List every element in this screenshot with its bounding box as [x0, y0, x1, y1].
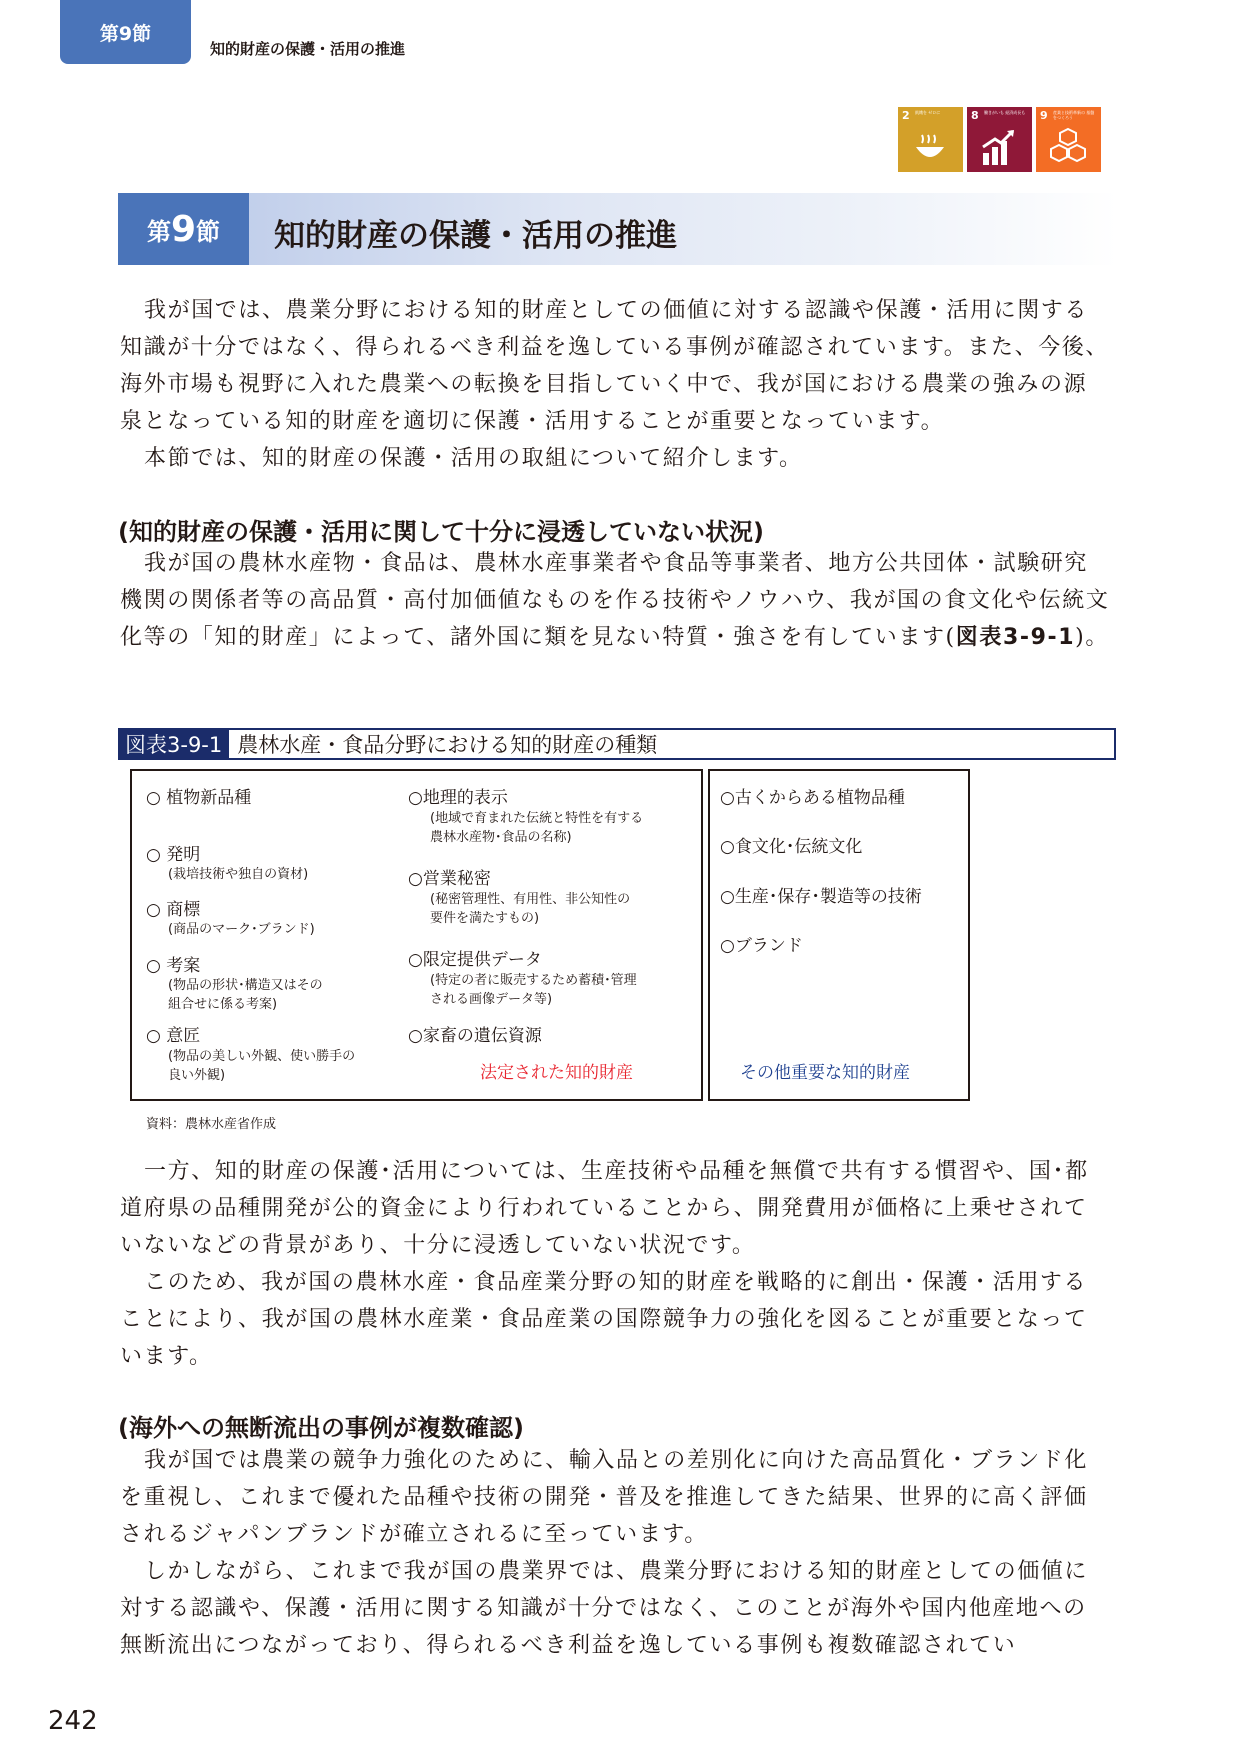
legal-item: ○家畜の遺伝資源: [408, 1026, 542, 1046]
other-ip-caption: その他重要な知的財産: [740, 1063, 910, 1083]
legal-item: ○ 意匠: [146, 1026, 201, 1046]
sdg-8-icon: [967, 107, 1032, 172]
intro-paragraph-2: 本節では、知的財産の保護・活用の取組について紹介します。: [144, 446, 803, 471]
subsection-heading-2: (海外への無断流出の事例が複数確認): [118, 1414, 524, 1442]
legal-item: ○ 考案: [146, 956, 201, 976]
legal-ip-box: [130, 769, 703, 1101]
legal-item-note: (栽培技術や独自の資材): [168, 867, 309, 882]
sdg-9-icon: [1036, 107, 1101, 172]
page-number: 242: [48, 1706, 98, 1736]
legal-item: ○ 植物新品種: [146, 788, 252, 808]
subsection-1-paragraph-1: [120, 545, 1110, 656]
section-banner: [118, 193, 1118, 265]
subsection-1-paragraph-3: このため、我が国の農林水産・食品産業分野の知的財産を戦略的に創出・保護・活用することにより、我が国の農林水産業・食品産業の国際競争力の強化を図ることが重要となっています。: [120, 1270, 1088, 1369]
legal-item: ○ 発明: [146, 845, 201, 865]
section-title: 知的財産の保護・活用の推進: [274, 218, 677, 254]
legal-ip-caption: 法定された知的財産: [480, 1063, 633, 1083]
subsection-1-paragraph-2: 一方、知的財産の保護･活用については、生産技術や品種を無償で共有する慣習や、国･都道府県の品種開発が公的資金により行われていることから、開発費用が価格に上乗せされていないなどの背景があり、十分に浸透していない状況です。: [120, 1159, 1089, 1258]
other-item: ○食文化･伝統文化: [720, 837, 863, 857]
legal-item-note: (秘密管理性、有用性、非公知性の 要件を満たすもの): [430, 892, 631, 926]
figure-title: 農林水産・食品分野における知的財産の種類: [237, 733, 658, 757]
legal-item-note: (商品のマーク･ブランド): [168, 922, 315, 937]
chapter-tab: [60, 0, 191, 64]
sdg-number: 8: [971, 109, 979, 122]
figure-title-bar: [118, 728, 1116, 760]
other-ip-box: [708, 769, 970, 1101]
other-item: ○生産･保存･製造等の技術: [720, 887, 922, 907]
sdg-label: 飢餓を ゼロに: [915, 110, 941, 115]
section-label-prefix: 第: [146, 217, 171, 246]
running-title: 知的財産の保護・活用の推進: [210, 40, 406, 58]
chapter-tab-label: 第9節: [99, 22, 152, 45]
figure-reference: 図表3-9-1: [955, 625, 1076, 650]
food-bowl-icon: [910, 127, 950, 167]
legal-item: ○ 商標: [146, 900, 201, 920]
other-item: ○ブランド: [720, 936, 803, 956]
paragraph-end: )。: [1075, 625, 1109, 650]
other-item: ○古くからある植物品種: [720, 788, 905, 808]
legal-item-note: (物品の形状･構造又はその 組合せに係る考案): [168, 978, 323, 1012]
figure-number: 図表3-9-1: [120, 730, 229, 758]
sdg-label: 働きがいも 経済成長も: [984, 110, 1026, 115]
sdg-label: 産業と技術革新の 基盤をつくろう: [1053, 110, 1095, 120]
legal-item: ○限定提供データ: [408, 950, 542, 970]
cubes-icon: [1048, 127, 1088, 167]
growth-chart-icon: [979, 127, 1019, 167]
legal-item-note: (物品の美しい外観、使い勝手の 良い外観): [168, 1049, 356, 1083]
legal-item: ○営業秘密: [408, 869, 491, 889]
intro-paragraph-1: 我が国では、農業分野における知的財産としての価値に対する認識や保護・活用に関する知識が十分ではなく、得られるべき利益を逸している事例が確認されています。また、今後、海外市場も視野に入れた農業への転換を目指していく中で、我が国における農業の強みの源泉となっている知的財産を適切に保護・活用することが重要となっています。: [120, 298, 1110, 434]
subsection-2-paragraph-1: 我が国では農業の競争力強化のために、輸入品との差別化に向けた高品質化・ブランド化を重視し、これまで優れた品種や技術の開発・普及を推進してきた結果、世界的に高く評価されるジャパンブランドが確立されるに至っています。: [120, 1448, 1089, 1547]
legal-item-note: (地域で育まれた伝統と特性を有する 農林水産物･食品の名称): [430, 811, 644, 845]
section-label-number: 9: [170, 208, 197, 250]
sdg-number: 2: [902, 109, 910, 122]
subsection-heading-1: (知的財産の保護・活用に関して十分に浸透していない状況): [118, 518, 764, 546]
section-label-suffix: 節: [196, 217, 221, 246]
legal-item-note: (特定の者に販売するため蓄積･管理 される画像データ等): [430, 973, 637, 1007]
paragraph-text: 我が国の農林水産物・食品は、農林水産事業者や食品等事業者、地方公共団体・試験研究機関の関係者等の高品質・高付加価値なものを作る技術やノウハウ、我が国の食文化や伝統文化等の「知的財産」によって、諸外国に類を見ない特質・強さを有しています(: [120, 551, 1110, 650]
sdg-2-icon: [898, 107, 963, 172]
figure-source: 資料：農林水産省作成: [146, 1117, 277, 1132]
legal-item: ○地理的表示: [408, 788, 508, 808]
sdg-number: 9: [1040, 109, 1048, 122]
section-number-label: [118, 193, 249, 265]
subsection-2-paragraph-2: しかしながら、これまで我が国の農業界では、農業分野における知的財産としての価値に対する認識や、保護・活用に関する知識が十分ではなく、このことが海外や国内他産地への無断流出につながっており、得られるべき利益を逸している事例も複数確認されてい: [120, 1559, 1089, 1658]
